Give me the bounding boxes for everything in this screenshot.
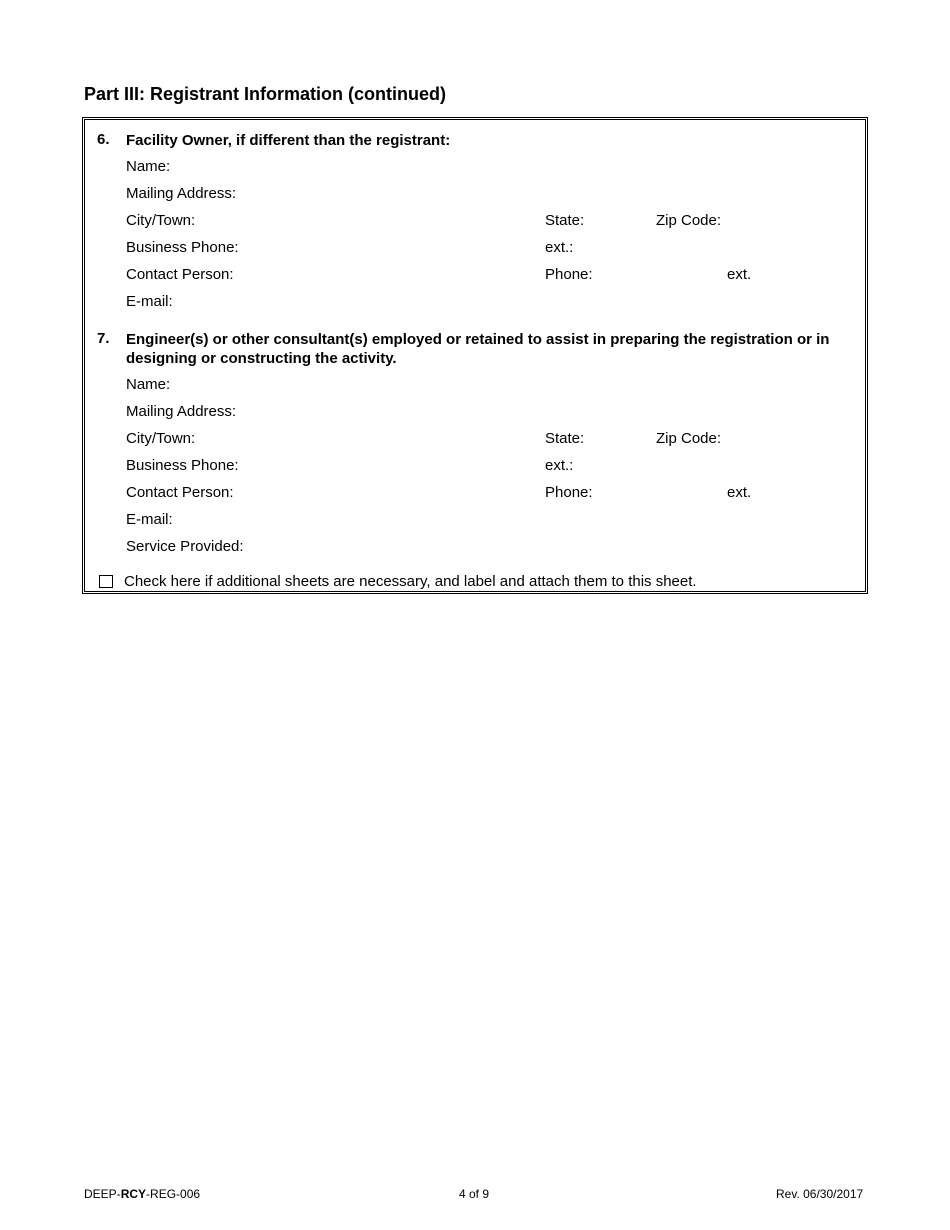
engineer-name-label[interactable]: Name: — [126, 376, 171, 393]
engineer-contact-person-label[interactable]: Contact Person: — [126, 484, 234, 501]
owner-contact-ext-label[interactable]: ext. — [727, 266, 752, 283]
owner-contact-phone-label[interactable]: Phone: — [545, 266, 593, 283]
owner-email-label[interactable]: E-mail: — [126, 293, 173, 310]
engineer-service-provided-label[interactable]: Service Provided: — [126, 538, 244, 555]
engineer-mailing-address-label[interactable]: Mailing Address: — [126, 403, 237, 420]
revision-date: Rev. 06/30/2017 — [776, 1187, 864, 1201]
owner-business-ext-label[interactable]: ext.: — [545, 239, 574, 256]
engineer-business-ext-label[interactable]: ext.: — [545, 457, 574, 474]
owner-zip-label[interactable]: Zip Code: — [656, 212, 722, 229]
owner-state-label[interactable]: State: — [545, 212, 585, 229]
page-number: 4 of 9 — [459, 1187, 490, 1201]
owner-city-label[interactable]: City/Town: — [126, 212, 196, 229]
section-6-number: 6. — [97, 131, 110, 148]
form-id-suffix: -REG-006 — [146, 1187, 201, 1201]
engineer-email-label[interactable]: E-mail: — [126, 511, 173, 528]
section-6-heading: Facility Owner, if different than the registrant: — [126, 132, 451, 149]
form-id — [84, 1187, 200, 1201]
owner-business-phone-label[interactable]: Business Phone: — [126, 239, 239, 256]
part-title: Part III: Registrant Information (continued) — [84, 84, 447, 104]
engineer-contact-ext-label[interactable]: ext. — [727, 484, 752, 501]
form-id-prefix: DEEP- — [84, 1187, 121, 1201]
owner-name-label[interactable]: Name: — [126, 158, 171, 175]
form-id-bold: RCY — [120, 1187, 147, 1201]
owner-mailing-address-label[interactable]: Mailing Address: — [126, 185, 237, 202]
engineer-zip-label[interactable]: Zip Code: — [656, 430, 722, 447]
section-7-number: 7. — [97, 330, 110, 347]
engineer-state-label[interactable]: State: — [545, 430, 585, 447]
engineer-business-phone-label[interactable]: Business Phone: — [126, 457, 239, 474]
engineer-contact-phone-label[interactable]: Phone: — [545, 484, 593, 501]
owner-contact-person-label[interactable]: Contact Person: — [126, 266, 234, 283]
section-7-heading: Engineer(s) or other consultant(s) employed or retained to assist in preparing the registration or in designing or constructing the activity. — [126, 331, 830, 367]
engineer-city-label[interactable]: City/Town: — [126, 430, 196, 447]
additional-sheets-checkbox[interactable] — [99, 575, 113, 588]
additional-sheets-label: Check here if additional sheets are necessary, and label and attach them to this sheet. — [124, 573, 697, 590]
